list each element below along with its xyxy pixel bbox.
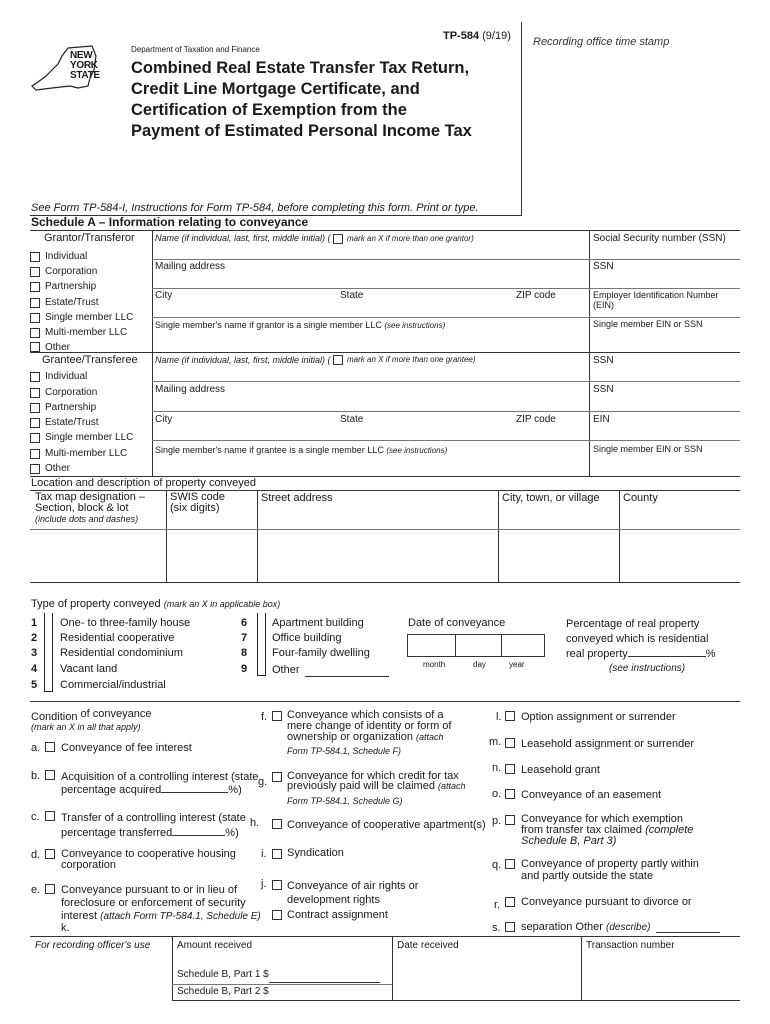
grantee-estate-checkbox[interactable] [30, 418, 40, 428]
condition-o-checkbox[interactable] [505, 789, 515, 799]
letter: g. [258, 776, 268, 788]
condition-g-label: Conveyance for which credit for tax previously paid will be claimed (attach Form TP-584.1, Schedule G) [287, 770, 466, 806]
type-num: 3 [31, 647, 38, 659]
type-label: Office building [272, 632, 342, 644]
condition-c-label: Transfer of a controlling interest (state percentage transferred %) [61, 812, 246, 839]
condition-i-label: Syndication [287, 847, 344, 859]
entity-label: Single member LLC [45, 432, 134, 443]
grantor-ssn2-label: SSN [593, 261, 614, 272]
grantor-multi-llc-checkbox[interactable] [30, 328, 40, 338]
letter: m. [489, 736, 502, 748]
part2-label: Schedule B, Part 2 $ [177, 986, 269, 997]
grantee-corporation-checkbox[interactable] [30, 388, 40, 398]
condition-q-checkbox[interactable] [505, 859, 515, 869]
grantor-ssn-label: Social Security number (SSN) [593, 233, 726, 244]
condition-m-label: Leasehold assignment or surrender [521, 738, 695, 750]
grantee-other-checkbox[interactable] [30, 464, 40, 474]
grantor-zip-label: ZIP code [516, 290, 556, 301]
col-street: Street address [261, 492, 333, 504]
entity-label: Estate/Trust [45, 297, 99, 308]
grantee-multi-llc-checkbox[interactable] [30, 449, 40, 459]
grantor-mailing-label: Mailing address [155, 261, 226, 272]
rule [30, 701, 740, 702]
entity-label: Individual [45, 251, 88, 262]
rule [152, 259, 740, 260]
letter: q. [492, 859, 502, 871]
entity-label: Multi-member LLC [45, 327, 128, 338]
condition-e-label: Conveyance pursuant to or in lieu of foreclosure or enforcement of security interest (attach Form TP-584.1, Schedule E) [61, 884, 261, 922]
grantee-ein-label: EIN [593, 414, 610, 425]
stamp-divider [521, 22, 522, 216]
rule [152, 381, 740, 382]
condition-s-label: separation Other (describe) [521, 921, 651, 933]
type-num: 2 [31, 632, 38, 644]
condition-i-checkbox[interactable] [272, 849, 282, 859]
percentage-input[interactable] [628, 648, 706, 657]
type-num: 1 [31, 617, 38, 629]
pct-note: (see instructions) [609, 663, 686, 674]
condition-g-checkbox[interactable] [272, 772, 282, 782]
instructions-note: See Form TP-584-I, Instructions for Form TP-584, before completing this form. Print or type. [31, 202, 479, 214]
entity-label: Partnership [45, 402, 97, 413]
type-label: Apartment building [272, 617, 364, 629]
condition-r-checkbox[interactable] [505, 897, 515, 907]
rule [30, 582, 740, 583]
condition-k-checkbox[interactable] [272, 910, 282, 920]
type-num: 9 [241, 663, 248, 675]
letter: j. [261, 878, 267, 890]
form-title: Combined Real Estate Transfer Tax Return, Credit Line Mortgage Certificate, and Certification of Exemption from the Payment of Estimated Personal Income Tax [131, 59, 472, 140]
day-label: day [473, 660, 486, 669]
rule [257, 490, 258, 582]
schedule-a-title: Schedule A – Information relating to conveyance [31, 215, 309, 229]
entity-label: Other [45, 342, 71, 353]
percentage-acquired-input[interactable] [161, 784, 228, 793]
condition-b-checkbox[interactable] [45, 770, 55, 780]
year-label: year [509, 660, 525, 669]
condition-j-label: Conveyance of air rights or development rights [287, 880, 419, 906]
month-label: month [423, 660, 446, 669]
form-id: TP-584 (9/19) [443, 30, 511, 42]
letter: l. [496, 711, 502, 723]
type-label: One- to three-family house [60, 617, 191, 629]
col-tax-map: Tax map designation – Section, block & lot (include dots and dashes) [35, 491, 146, 524]
location-title: Location and description of property conveyed [31, 477, 257, 489]
condition-f-checkbox[interactable] [272, 711, 282, 721]
condition-a-checkbox[interactable] [45, 742, 55, 752]
grantor-ein-label: Employer Identification Number (EIN) [593, 290, 719, 311]
entity-label: Corporation [45, 266, 98, 277]
rule [152, 288, 740, 289]
date-of-conveyance-field[interactable] [407, 634, 545, 657]
letter: s. [492, 922, 501, 934]
condition-subtitle: (mark an X in all that apply) [31, 722, 141, 732]
condition-b-label: Acquisition of a controlling interest (state percentage acquired %) [61, 771, 259, 796]
entity-label: Estate/Trust [45, 417, 99, 428]
col-county: County [623, 492, 658, 504]
rule [172, 1000, 740, 1001]
department-name: Department of Taxation and Finance [131, 45, 260, 54]
grantee-ssn2-label: SSN [593, 384, 614, 395]
grantor-single-ein-label: Single member EIN or SSN [593, 319, 703, 329]
letter: i. [261, 848, 267, 860]
residential-percentage: Percentage of real property conveyed which is residential real property % [566, 618, 716, 660]
nys-logo [30, 44, 120, 94]
multiple-grantors-checkbox[interactable] [333, 234, 343, 244]
condition-l-checkbox[interactable] [505, 711, 515, 721]
grantee-mailing-label: Mailing address [155, 384, 226, 395]
transaction-number-label: Transaction number [586, 940, 675, 951]
letter: k. [61, 922, 70, 934]
grantee-single-ein-label: Single member EIN or SSN [593, 444, 703, 454]
condition-n-label: Leasehold grant [521, 764, 600, 776]
grantor-mark-note: mark an X if more than one grantor) [347, 234, 474, 243]
condition-m-checkbox[interactable] [505, 738, 515, 748]
rule [455, 635, 456, 656]
rule [152, 411, 740, 412]
condition-r-label: Conveyance pursuant to divorce or [521, 896, 692, 908]
grantor-partnership-checkbox[interactable] [30, 282, 40, 292]
condition-h-label: Conveyance of cooperative apartment(s) [287, 819, 486, 831]
condition-e-checkbox[interactable] [45, 884, 55, 894]
condition-p-label: Conveyance for which exemption from transfer tax claimed (complete Schedule B, Part 3) [521, 813, 694, 847]
entity-label: Partnership [45, 281, 97, 292]
rule [30, 352, 740, 353]
type-num: 6 [241, 617, 248, 629]
grantor-single-llc-checkbox[interactable] [30, 313, 40, 323]
type-label: Residential cooperative [60, 632, 175, 644]
letter: p. [492, 815, 502, 827]
condition-l-label: Option assignment or surrender [521, 711, 676, 723]
property-type-left-boxes[interactable] [44, 613, 53, 692]
condition-k-label: Contract assignment [287, 909, 388, 921]
rule [498, 490, 499, 582]
logo-text: NEW YORK STATE [70, 50, 100, 81]
condition-n-checkbox[interactable] [505, 764, 515, 774]
type-label: Commercial/industrial [60, 679, 166, 691]
grantor-corporation-checkbox[interactable] [30, 267, 40, 277]
grantor-state-label: State [340, 290, 364, 301]
condition-d-label: Conveyance to cooperative housing corporation [61, 848, 236, 871]
grantee-title: Grantee/Transferee [42, 354, 138, 366]
rule [619, 490, 620, 582]
grantor-individual-checkbox[interactable] [30, 252, 40, 262]
letter: e. [31, 884, 41, 896]
condition-s-checkbox[interactable] [505, 922, 515, 932]
part1-label: Schedule B, Part 1 $ [177, 969, 269, 980]
condition-c-checkbox[interactable] [45, 811, 55, 821]
entity-label: Multi-member LLC [45, 448, 128, 459]
part1-amount-line[interactable] [269, 982, 380, 983]
grantor-llc-label: Single member's name if grantor is a single member LLC (see instructions) [155, 320, 446, 330]
grantor-city-label: City [155, 290, 173, 301]
rule [581, 936, 582, 1000]
entity-label: Other [45, 463, 71, 474]
letter: c. [31, 811, 40, 823]
rule [30, 230, 740, 231]
letter: o. [492, 788, 502, 800]
percentage-transferred-input[interactable] [172, 827, 225, 836]
grantee-partnership-checkbox[interactable] [30, 403, 40, 413]
condition-j-checkbox[interactable] [272, 880, 282, 890]
letter: h. [250, 817, 260, 829]
letter: n. [492, 762, 502, 774]
grantee-ssn-label: SSN [593, 355, 614, 366]
grantee-individual-checkbox[interactable] [30, 372, 40, 382]
grantor-title: Grantor/Transferor [44, 232, 135, 244]
multiple-grantees-checkbox[interactable] [333, 355, 343, 365]
grantee-mark-note: mark an X if more than one grantee) [347, 355, 476, 364]
entity-label: Corporation [45, 387, 98, 398]
grantee-single-llc-checkbox[interactable] [30, 433, 40, 443]
recording-stamp-label: Recording office time stamp [533, 36, 670, 48]
letter: d. [31, 849, 41, 861]
grantee-city-label: City [155, 414, 173, 425]
condition-h-checkbox[interactable] [272, 819, 282, 829]
type-num: 5 [31, 679, 38, 691]
type-label: Vacant land [60, 663, 118, 675]
col-city: City, town, or village [502, 492, 600, 504]
condition-p-checkbox[interactable] [505, 815, 515, 825]
rule [30, 936, 740, 937]
condition-o-label: Conveyance of an easement [521, 789, 662, 801]
letter: b. [31, 770, 41, 782]
letter: r. [494, 899, 501, 911]
date-received-label: Date received [397, 940, 459, 951]
grantee-zip-label: ZIP code [516, 414, 556, 425]
grantee-state-label: State [340, 414, 364, 425]
other-describe-line[interactable] [656, 932, 720, 933]
type-num: 4 [31, 663, 38, 675]
type-label: Four-family dwelling [272, 647, 370, 659]
condition-d-checkbox[interactable] [45, 849, 55, 859]
entity-label: Single member LLC [45, 312, 134, 323]
type-label: Residential condominium [60, 647, 183, 659]
col-swis: SWIS code (six digits) [170, 491, 226, 514]
grantor-other-checkbox[interactable] [30, 342, 40, 352]
property-type-title: Type of property conveyed (mark an X in applicable box) [31, 598, 281, 610]
rule [152, 317, 740, 318]
grantee-name-label: Name (if individual, last, first, middle initial) ( [155, 355, 331, 365]
type-label: Other [272, 664, 300, 676]
amount-received-label: Amount received [177, 940, 253, 951]
letter: f. [261, 711, 268, 723]
condition-q-label: Conveyance of property partly within and partly outside the state [521, 858, 699, 882]
condition-a-label: Conveyance of fee interest [61, 742, 192, 754]
grantee-llc-label: Single member's name if grantee is a single member LLC (see instructions) [155, 445, 448, 455]
officer-use-label: For recording officer's use [35, 940, 151, 951]
rule [30, 529, 740, 530]
type-num: 8 [241, 647, 248, 659]
rule [152, 440, 740, 441]
letter: a. [31, 742, 41, 754]
entity-label: Individual [45, 371, 88, 382]
property-type-right-boxes[interactable] [257, 613, 266, 676]
type-num: 7 [241, 632, 248, 644]
rule [501, 635, 502, 656]
rule [172, 984, 392, 985]
grantor-estate-checkbox[interactable] [30, 298, 40, 308]
date-label: Date of conveyance [408, 617, 506, 629]
rule [392, 936, 393, 1000]
rule [172, 936, 173, 1000]
condition-f-label: Conveyance which consists of a mere change of identity or form of ownership or organization (attach Form TP-584.1, Schedule F) [287, 709, 452, 756]
other-type-line[interactable] [305, 676, 389, 677]
rule [166, 490, 167, 582]
condition-title: Condition of conveyance [31, 708, 152, 723]
grantor-name-label: Name (if individual, last, first, middle initial) ( [155, 233, 331, 243]
